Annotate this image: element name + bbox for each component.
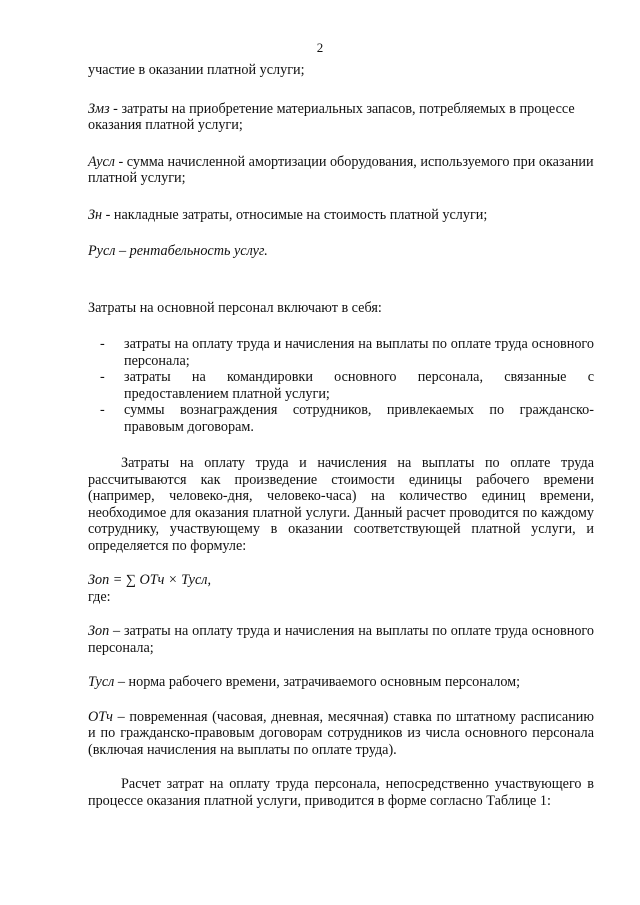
definition-tusl [88,674,594,691]
where-label: где: [88,588,111,605]
definition-tusl-text: – норма рабочего времени, затрачиваемого основным персоналом; [114,674,521,690]
list-item [88,336,594,369]
page-body [88,62,594,809]
definition-ausl [88,154,594,187]
lead-fragment: участие в оказании платной услуги; [88,62,305,78]
list-item [88,402,594,435]
calc-paragraph: Затраты на оплату труда и начисления на выплаты по оплате труда рассчитываются как произведение стоимости единицы рабочего времени (например, человеко-дня, человеко-часа) на количество единиц времени, необходимое для оказания платной услуги. Данный расчет проводится по каждому сотруднику, участвующему в оказании соответствующей платной услуги, и определяется по формуле: [88,455,594,554]
definition-zmz [88,101,594,134]
definition-zmz-text: - затраты на приобретение материальных запасов, потребляемых в процессе оказания платной услуги; [88,100,575,133]
list-item-text: суммы вознаграждения сотрудников, привлекаемых по гражданско-правовым договорам. [124,402,594,435]
definition-ausl-text: - сумма начисленной амортизации оборудования, используемого при оказании платной услуги; [88,153,594,186]
term-zmz: Змз [88,100,110,117]
page-number: 2 [316,40,324,55]
list-item-text: затраты на командировки основного персонала, связанные с предоставлением платной услуги; [124,369,594,402]
definition-otch [88,709,594,759]
term-rusl: Русл [88,243,116,259]
definition-zn [88,207,594,224]
term-tusl: Тусл [88,674,115,690]
dash-bullet: - [100,336,105,352]
definition-rusl-text: – рентабельность услуг. [115,243,268,259]
definition-rusl [88,243,594,260]
formula: Зоп = ∑ ОТч × Тусл, [88,572,211,588]
definition-zn-text: - накладные затраты, относимые на стоимость платной услуги; [102,206,488,223]
term-zn: Зн [88,206,103,223]
term-ausl: Аусл [88,153,115,170]
staff-list [88,336,594,435]
term-zop: Зоп [88,623,110,639]
staff-intro: Затраты на основной персонал включают в себя: [88,299,382,316]
list-item-text: затраты на оплату труда и начисления на выплаты по оплате труда основного персонала; [124,336,594,369]
dash-bullet: - [100,402,105,418]
term-otch: ОТч [88,708,113,725]
list-item [88,369,594,402]
definition-zop [88,623,594,656]
definition-otch-text: – повременная (часовая, дневная, месячная) ставка по штатному расписанию и по гражданско-правовым договорам сотрудников из числа основного персонала (включая начисления на выплаты по оплате труда). [88,708,594,758]
definition-zop-text: – затраты на оплату труда и начисления на выплаты по оплате труда основного персонала; [88,623,594,656]
closing-paragraph: Расчет затрат на оплату труда персонала, непосредственно участвующего в процессе оказания платной услуги, приводится в форме согласно Таблице 1: [88,776,594,809]
dash-bullet: - [100,369,105,385]
